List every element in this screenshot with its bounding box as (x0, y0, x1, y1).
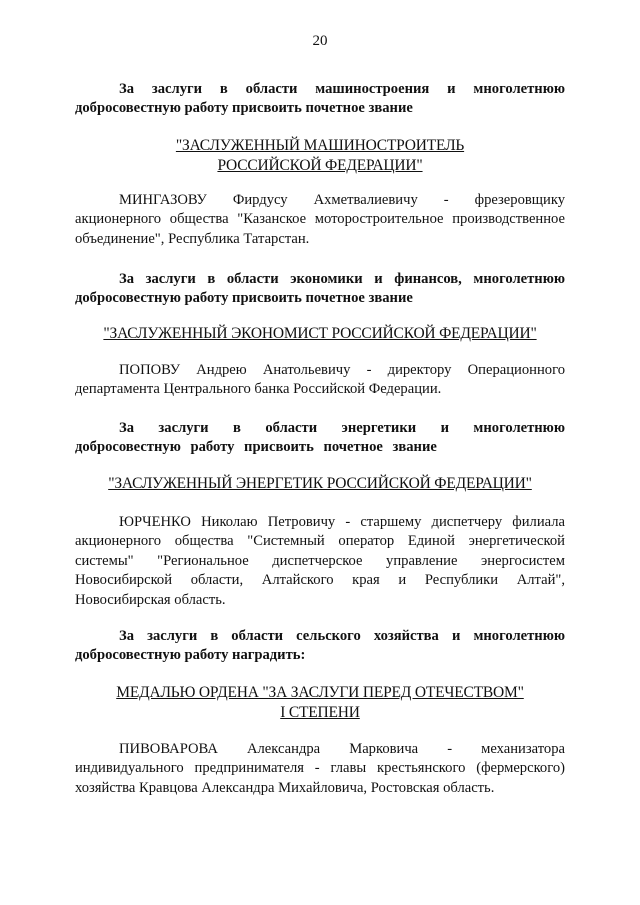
section-4-title-line-1: МЕДАЛЬЮ ОРДЕНА "ЗА ЗАСЛУГИ ПЕРЕД ОТЕЧЕСТВОМ" (116, 684, 524, 701)
section-4-intro: За заслуги в области сельского хозяйства и многолетнюю добросовестную работу наградить: (75, 628, 565, 664)
section-3-intro: За заслуги в области энергетики и многолетнюю добросовестную работу присвоить почетное звание (75, 420, 565, 456)
section-4-title (75, 683, 565, 723)
section-3-title (75, 474, 565, 494)
section-1-title (75, 136, 565, 176)
section-1-intro: За заслуги в области машиностроения и многолетнюю добросовестную работу присвоить почетное звание (75, 81, 565, 117)
section-3-title-line-1: "ЗАСЛУЖЕННЫЙ ЭНЕРГЕТИК РОССИЙСКОЙ ФЕДЕРАЦИИ" (108, 475, 532, 492)
page-number: 20 (312, 33, 328, 49)
section-3-person: ЮРЧЕНКО Николаю Петровичу - старшему диспетчеру филиала акционерного общества "Системный оператор Единой энергетической системы" "Региональное диспетчерское управление энергосистем Новосибирской области, Алтайского края и Республики Алтай", Новосибирская область. (75, 514, 565, 608)
section-1-title-line-1: "ЗАСЛУЖЕННЫЙ МАШИНОСТРОИТЕЛЬ (175, 137, 465, 154)
section-2-person: ПОПОВУ Андрею Анатольевичу - директору Операционного департамента Центрального банка Российской Федерации. (75, 362, 565, 398)
section-1-title-line-2: РОССИЙСКОЙ ФЕДЕРАЦИИ" (217, 157, 423, 174)
section-4-title-line-2: I СТЕПЕНИ (280, 704, 360, 721)
section-4-person: ПИВОВАРОВА Александра Марковича - механизатора индивидуального предпринимателя - главы крестьянского (фермерского) хозяйства Кравцова Александра Михайловича, Ростовская область. (75, 741, 565, 796)
section-2-title-line-1: "ЗАСЛУЖЕННЫЙ ЭКОНОМИСТ РОССИЙСКОЙ ФЕДЕРАЦИИ" (103, 325, 537, 342)
section-2-intro: За заслуги в области экономики и финансов, многолетнюю добросовестную работу присвоить почетное звание (75, 271, 565, 307)
section-2-title (75, 324, 565, 344)
section-1-person: МИНГАЗОВУ Фирдусу Ахметвалиевичу - фрезеровщику акционерного общества "Казанское моторостроительное производственное объединение", Республика Татарстан. (75, 192, 565, 247)
